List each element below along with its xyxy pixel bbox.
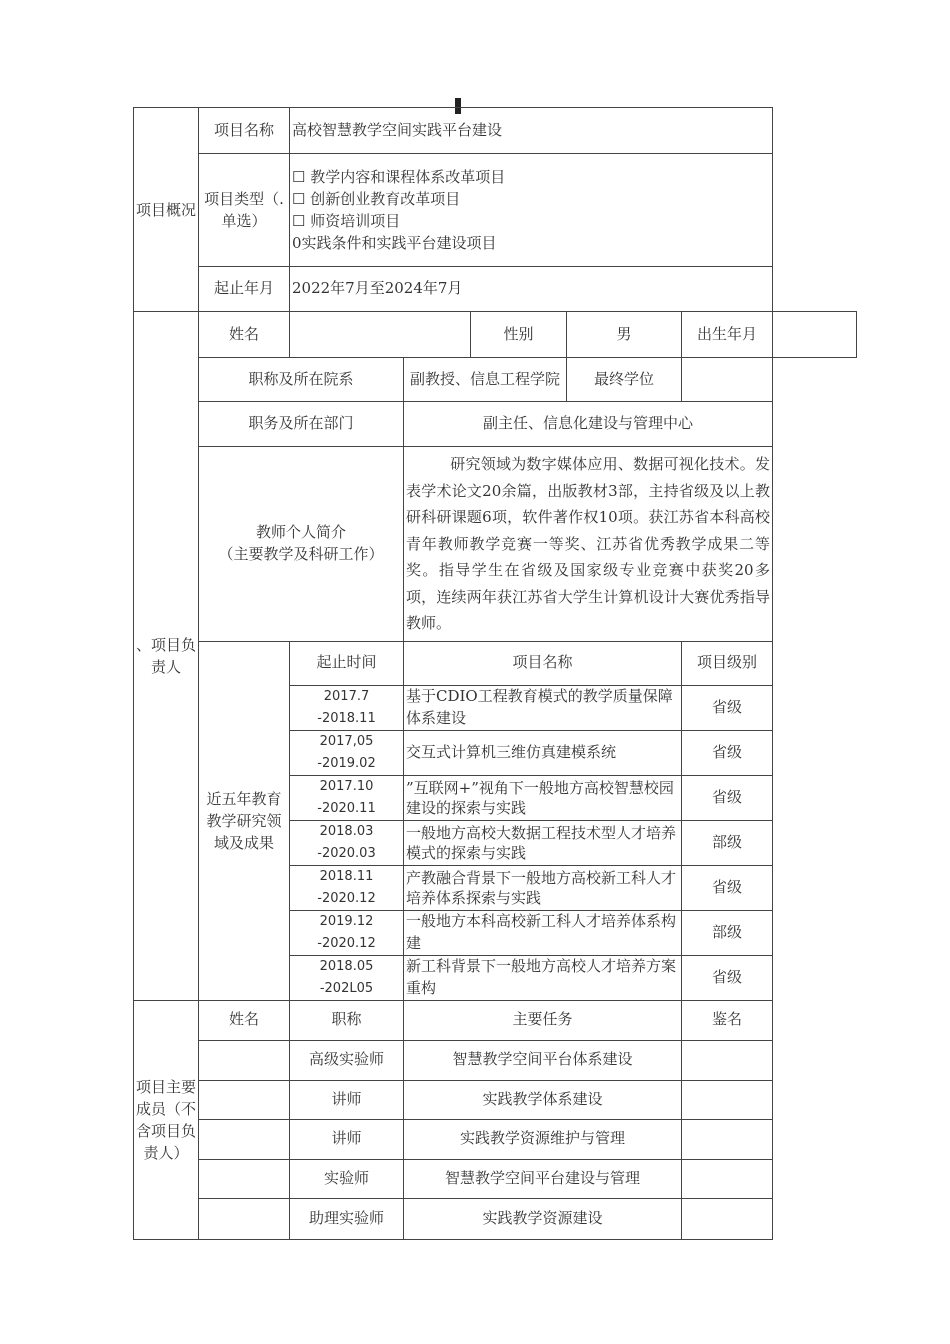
project-type-label: 项目类型（.单选） [199,154,290,267]
leader-gender-value: 男 [567,312,682,358]
research-period: 2018.05 -202L05 [290,955,404,1000]
research-name: 产教融合背景下一般地方高校新工科人才培养体系探索与实践 [404,865,682,910]
member-sign[interactable] [682,1080,773,1119]
research-level: 省级 [682,865,773,910]
member-sign[interactable] [682,1159,773,1198]
table-row [134,1080,857,1119]
member-sign[interactable] [682,1040,773,1080]
research-level: 省级 [682,955,773,1000]
member-title: 讲师 [290,1119,404,1159]
member-task: 实践教学资源建设 [404,1198,682,1239]
research-level: 省级 [682,685,773,730]
table-row [134,1198,857,1239]
leader-name-label: 姓名 [199,312,290,358]
project-name-label: 项目名称 [199,108,290,154]
research-name: 一般地方高校大数据工程技术型人才培养模式的探索与实践 [404,820,682,865]
research-name: 新工科背景下一般地方高校人才培养方案重构 [404,955,682,1000]
member-title: 讲师 [290,1080,404,1119]
research-header-level: 项目级别 [682,641,773,685]
research-level: 部级 [682,910,773,955]
members-section-label: 项目主要成员（不含项目负责人） [134,1000,199,1239]
members-header-task: 主要任务 [404,1000,682,1040]
checkbox-icon[interactable]: 0 [292,234,302,252]
project-type-option[interactable]: 0实践条件和实践平台建设项目 [292,234,497,252]
member-name[interactable] [199,1080,290,1119]
leader-bio-label: 教师个人简介 （主要教学及科研工作） [199,447,404,642]
member-name[interactable] [199,1119,290,1159]
leader-birth-value[interactable] [773,312,857,358]
research-period: 2019.12 -2020.12 [290,910,404,955]
research-period: 2017.7 -2018.11 [290,685,404,730]
member-title: 高级实验师 [290,1040,404,1080]
research-period: 2018.03 -2020.03 [290,820,404,865]
project-type-option[interactable]: ☐ 师资培训项目 [292,212,401,230]
project-name-value: 高校智慧教学空间实践平台建设 [290,108,773,154]
member-sign[interactable] [682,1198,773,1239]
checkbox-icon[interactable]: ☐ [292,190,306,208]
leader-title-label: 职称及所在院系 [199,358,404,402]
research-section-label: 近五年教育教学研究领域及成果 [199,641,290,1000]
leader-gender-label: 性别 [471,312,567,358]
table-row [134,1159,857,1198]
research-name: 交互式计算机三维仿真建模系统 [404,730,682,775]
members-header-title: 职称 [290,1000,404,1040]
leader-post-value: 副主任、信息化建设与管理中心 [404,402,773,447]
project-type-option[interactable]: ☐ 创新创业教育改革项目 [292,190,461,208]
research-period: 2017,05 -2019.02 [290,730,404,775]
checkbox-icon[interactable]: ☐ [292,212,306,230]
table-row [134,1119,857,1159]
member-name[interactable] [199,1040,290,1080]
member-name[interactable] [199,1159,290,1198]
research-level: 省级 [682,775,773,820]
research-header-period: 起止时间 [290,641,404,685]
members-header-name: 姓名 [199,1000,290,1040]
member-sign[interactable] [682,1119,773,1159]
leader-section-label: 、项目负责人 [134,312,199,1001]
project-period-value: 2022年7月至2024年7月 [290,267,773,312]
research-level: 部级 [682,820,773,865]
project-application-form [133,107,857,1240]
leader-title-value: 副教授、信息工程学院 [404,358,567,402]
research-period: 2017.10 -2020.11 [290,775,404,820]
research-name: 基于CDIO工程教育模式的教学质量保障体系建设 [404,685,682,730]
project-type-options [290,154,773,267]
leader-name-value[interactable] [290,312,471,358]
checkbox-icon[interactable]: ☐ [292,168,306,186]
members-header-sign: 鉴名 [682,1000,773,1040]
leader-degree-label: 最终学位 [567,358,682,402]
research-name: ”互联网+”视角下一般地方高校智慧校园建设的探索与实践 [404,775,682,820]
member-title: 实验师 [290,1159,404,1198]
member-task: 实践教学体系建设 [404,1080,682,1119]
leader-birth-label: 出生年月 [682,312,773,358]
project-period-label: 起止年月 [199,267,290,312]
member-title: 助理实验师 [290,1198,404,1239]
member-task: 实践教学资源维护与管理 [404,1119,682,1159]
member-task: 智慧教学空间平台建设与管理 [404,1159,682,1198]
table-row [134,1040,857,1080]
research-period: 2018.11 -2020.12 [290,865,404,910]
research-header-name: 项目名称 [404,641,682,685]
member-task: 智慧教学空间平台体系建设 [404,1040,682,1080]
leader-post-label: 职务及所在部门 [199,402,404,447]
project-type-option[interactable]: ☐ 教学内容和课程体系改革项目 [292,168,506,186]
overview-section-label: 项目概况 [134,108,199,312]
research-level: 省级 [682,730,773,775]
member-name[interactable] [199,1198,290,1239]
leader-bio-text: 研究领域为数字媒体应用、数据可视化技术。发表学术论文20余篇，出版教材3部，主持省级及以上教研科研课题6项，软件著作权10项。获江苏省本科高校青年教师教学竞赛一等奖、江苏省优秀教学成果二等奖。指导学生在省级及国家级专业竞赛中获奖20多项，连续两年获江苏省大学生计算机设计大赛优秀指导教师。 [404,447,773,642]
research-name: 一般地方本科高校新工科人才培养体系构建 [404,910,682,955]
leader-degree-value[interactable] [682,358,773,402]
